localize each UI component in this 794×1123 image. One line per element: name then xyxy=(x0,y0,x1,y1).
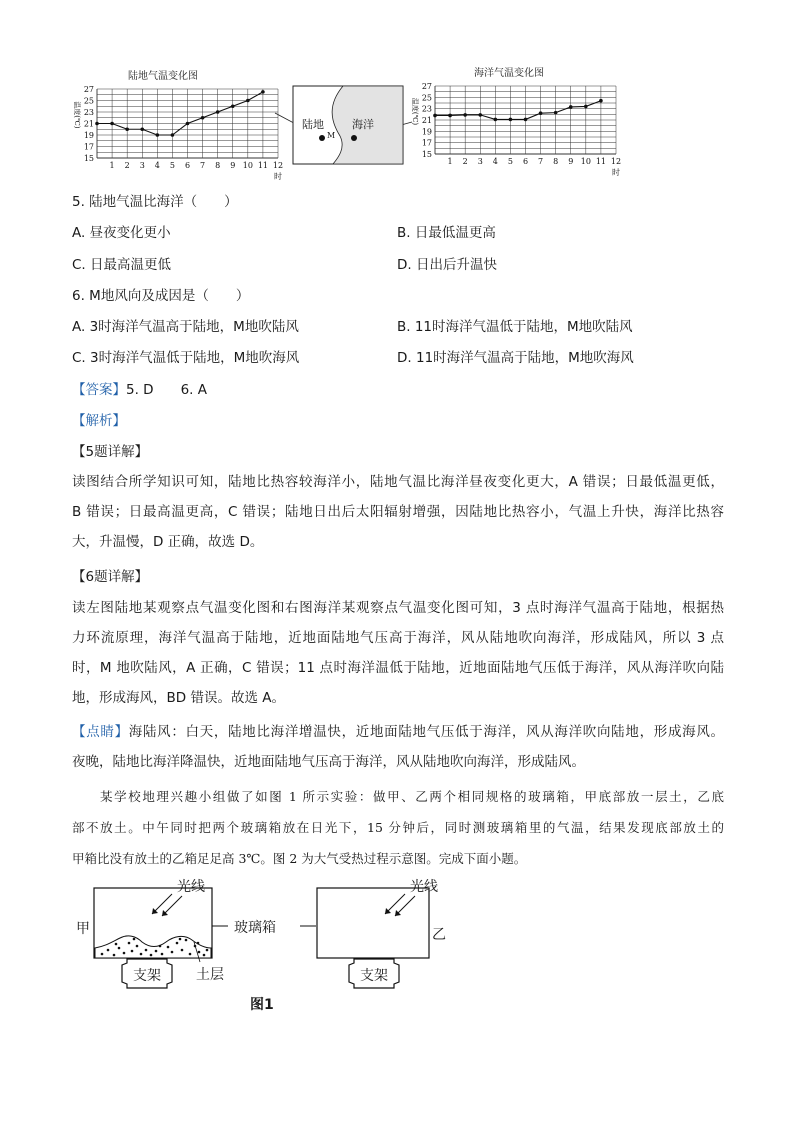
ocean-chart-title: 海洋气温变化图 xyxy=(474,68,544,79)
x-tick-label: 9 xyxy=(568,157,574,166)
figure-1-caption: 图1 xyxy=(250,997,274,1013)
label-glass-box: 玻璃箱 xyxy=(234,920,276,936)
x-tick-label: 7 xyxy=(538,157,544,166)
tip-tag: 【点睛】 xyxy=(72,724,129,740)
x-tick-label: 12 xyxy=(272,161,284,170)
q5-option-a[interactable]: A. 昼夜变化更小 xyxy=(72,225,171,241)
soil-dot xyxy=(113,954,116,957)
data-point xyxy=(231,104,235,108)
q6-stem: 6. M地风向及成因是（ ） xyxy=(72,288,250,304)
q6-option-c[interactable]: C. 3时海洋气温低于陆地，M地吹海风 xyxy=(72,350,300,366)
passage-line: 某学校地理兴趣小组做了如图 1 所示实验：做甲、乙两个相同规格的玻璃箱，甲底部放一层土，乙底 xyxy=(100,789,724,804)
y-tick-label: 21 xyxy=(421,116,432,125)
x-tick-label: 9 xyxy=(230,161,236,170)
point-sea xyxy=(351,135,357,141)
y-tick-label: 27 xyxy=(421,82,432,91)
ocean-chart-plot xyxy=(410,62,630,182)
x-tick-label: 11 xyxy=(595,157,607,166)
tip-text-2: 夜晚，陆地比海洋降温快，近地面陆地气压高于海洋，风从陆地吹向海洋，形成陆风。 xyxy=(72,754,585,770)
soil-dot xyxy=(159,945,162,948)
d5-tag: 【5题详解】 xyxy=(72,444,149,460)
label-soil: 土层 xyxy=(196,967,224,983)
soil-dot xyxy=(101,953,104,956)
answer-tag: 【答案】 xyxy=(72,382,126,398)
point-m xyxy=(319,135,325,141)
data-point xyxy=(569,105,573,109)
data-point xyxy=(599,99,603,103)
coast-map xyxy=(288,86,418,166)
q6-option-a[interactable]: A. 3时海洋气温高于陆地，M地吹陆风 xyxy=(72,319,299,335)
x-tick-label: 1 xyxy=(447,157,453,166)
soil-dot xyxy=(155,950,158,953)
d5-line: B 错误；日最高温更高，C 错误；陆地日出后太阳辐射增强，因陆地比热容小，气温上升快，海洋比热容 xyxy=(72,504,724,520)
data-point xyxy=(448,114,452,118)
tip-line-1 xyxy=(72,717,724,747)
soil-dot xyxy=(145,949,148,952)
data-point xyxy=(95,122,99,126)
x-tick-label: 5 xyxy=(169,161,175,170)
d6-tag: 【6题详解】 xyxy=(72,569,149,585)
q5-option-b[interactable]: B. 日最低温更高 xyxy=(397,225,496,241)
soil-dot xyxy=(133,938,136,941)
data-point xyxy=(156,133,160,137)
tip-text-1: 海陆风：白天，陆地比海洋增温快，近地面陆地气压低于海洋，风从海洋吹向陆地，形成海风。 xyxy=(128,724,725,740)
map-land-label: 陆地 xyxy=(302,118,324,131)
x-tick-label: 6 xyxy=(522,157,529,166)
data-point xyxy=(509,118,513,122)
x-tick-label: 1 xyxy=(109,161,115,170)
x-tick-label: 7 xyxy=(200,161,206,170)
soil-layer xyxy=(95,936,211,958)
soil-dot xyxy=(107,949,110,952)
soil-dot xyxy=(128,942,131,945)
d6-line: 力环流原理，海洋气温高于陆地，近地面陆地气压高于海洋，风从陆地吹向海洋，形成陆风，所以 3 点 xyxy=(72,630,724,646)
soil-dot xyxy=(115,943,118,946)
x-axis-unit: 时 xyxy=(612,168,620,177)
d5-line: 大，升温慢，D 正确，故选 D。 xyxy=(72,534,264,550)
soil-dot xyxy=(203,954,206,957)
passage-line: 部不放土。中午同时把两个玻璃箱放在日光下，15 分钟后，同时测玻璃箱里的气温，结果发现底部放土的 xyxy=(72,820,724,835)
map-sea-label: 海洋 xyxy=(352,118,374,131)
data-point xyxy=(171,133,175,137)
label-light-jia: 光线 xyxy=(177,879,205,895)
x-tick-label: 12 xyxy=(610,157,622,166)
q5-option-c[interactable]: C. 日最高温更低 xyxy=(72,257,172,273)
d6-line: 地，形成海风，BD 错误。故选 A。 xyxy=(72,690,285,706)
ocean-temperature-chart xyxy=(410,62,630,182)
experiment-passage xyxy=(72,781,724,874)
x-tick-label: 10 xyxy=(580,157,591,166)
data-point xyxy=(261,90,265,94)
data-point xyxy=(246,99,250,103)
soil-dot xyxy=(171,951,174,954)
series-line xyxy=(97,92,263,135)
answer-line xyxy=(72,380,207,400)
x-tick-label: 4 xyxy=(492,157,498,166)
data-point xyxy=(140,127,144,131)
x-tick-label: 3 xyxy=(139,161,145,170)
d6-explanation xyxy=(72,593,724,713)
passage-line: 甲箱比没有放土的乙箱足足高 3℃。图 2 为大气受热过程示意图。完成下面小题。 xyxy=(72,851,527,866)
x-tick-label: 2 xyxy=(124,161,130,170)
data-point xyxy=(463,113,467,117)
q6-option-d[interactable]: D. 11时海洋气温高于陆地，M地吹海风 xyxy=(397,350,634,366)
y-axis-label: 温度(℃) xyxy=(411,97,419,126)
soil-dot xyxy=(179,938,182,941)
soil-dot xyxy=(131,950,134,953)
soil-dot xyxy=(167,946,170,949)
data-point xyxy=(524,118,528,122)
data-point xyxy=(216,110,220,114)
soil-dot xyxy=(140,953,143,956)
soil-dot xyxy=(136,945,139,948)
q5-stem: 5. 陆地气温比海洋（ ） xyxy=(72,194,238,210)
figure-1 xyxy=(72,872,492,1022)
data-point xyxy=(201,116,205,120)
y-tick-label: 19 xyxy=(421,127,432,137)
series-line xyxy=(435,101,601,120)
soil-dot xyxy=(206,949,209,952)
soil-dot xyxy=(197,942,200,945)
x-axis-unit: 时 xyxy=(274,172,282,181)
data-point xyxy=(584,105,588,109)
y-tick-label: 25 xyxy=(83,96,94,106)
data-point xyxy=(494,118,498,122)
soil-dot xyxy=(123,952,126,955)
data-point xyxy=(186,122,190,126)
x-tick-label: 5 xyxy=(507,157,513,166)
data-point xyxy=(478,113,482,117)
x-tick-label: 4 xyxy=(154,161,160,170)
x-tick-label: 2 xyxy=(462,157,468,166)
x-tick-label: 3 xyxy=(477,157,483,166)
data-point xyxy=(110,122,114,126)
soil-dot xyxy=(181,949,184,952)
data-point xyxy=(125,127,129,131)
y-axis-label: 温度(℃) xyxy=(73,101,81,129)
tip-section xyxy=(72,717,724,777)
data-point xyxy=(554,111,558,115)
data-point xyxy=(433,114,437,118)
analysis-tag: 【解析】 xyxy=(72,413,126,429)
x-tick-label: 6 xyxy=(184,161,191,170)
x-tick-label: 10 xyxy=(242,161,253,170)
label-yi: 乙 xyxy=(432,927,446,943)
data-point xyxy=(539,111,543,115)
q6-option-b[interactable]: B. 11时海洋气温低于陆地，M地吹陆风 xyxy=(397,319,633,335)
d6-line: 时，M 地吹陆风，A 正确，C 错误；11 点时海洋温低于陆地，近地面陆地气压低于海洋，风从海洋吹向陆 xyxy=(72,660,724,676)
y-tick-label: 23 xyxy=(421,104,432,114)
soil-dot xyxy=(185,939,188,942)
y-tick-label: 15 xyxy=(421,150,432,159)
d5-explanation xyxy=(72,467,724,557)
y-tick-label: 19 xyxy=(83,131,94,140)
d6-line: 读左图陆地某观察点气温变化图和右图海洋某观察点气温变化图可知，3 点时海洋气温高于陆地，根据热 xyxy=(72,600,724,616)
x-tick-label: 11 xyxy=(257,161,269,170)
q5-option-d[interactable]: D. 日出后升温快 xyxy=(397,257,497,273)
land-chart-title: 陆地气温变化图 xyxy=(128,71,198,82)
land-temperature-chart xyxy=(68,64,288,184)
x-tick-label: 8 xyxy=(215,161,221,170)
label-jia: 甲 xyxy=(76,921,90,937)
soil-dot xyxy=(161,953,164,956)
y-tick-label: 17 xyxy=(83,142,94,152)
soil-dot xyxy=(150,954,153,957)
label-light-yi: 光线 xyxy=(410,879,438,895)
soil-dot xyxy=(189,953,192,956)
x-tick-label: 8 xyxy=(553,157,559,166)
soil-dot xyxy=(198,951,201,954)
y-tick-label: 21 xyxy=(83,119,94,129)
label-stand-yi: 支架 xyxy=(360,968,388,984)
y-tick-label: 15 xyxy=(83,154,94,163)
soil-dot xyxy=(118,947,121,950)
land-chart-plot xyxy=(68,64,288,184)
d5-line: 读图结合所学知识可知，陆地比热容较海洋小，陆地气温比海洋昼夜变化更大，A 错误；日最低温更低， xyxy=(72,474,724,490)
soil-dot xyxy=(176,942,179,945)
map-m-label: M xyxy=(327,131,336,140)
y-tick-label: 23 xyxy=(83,108,94,117)
answer-text: 5. D 6. A xyxy=(126,382,207,398)
y-tick-label: 27 xyxy=(83,85,94,94)
label-stand-jia: 支架 xyxy=(133,968,161,984)
y-tick-label: 17 xyxy=(421,138,432,148)
y-tick-label: 25 xyxy=(421,93,432,103)
